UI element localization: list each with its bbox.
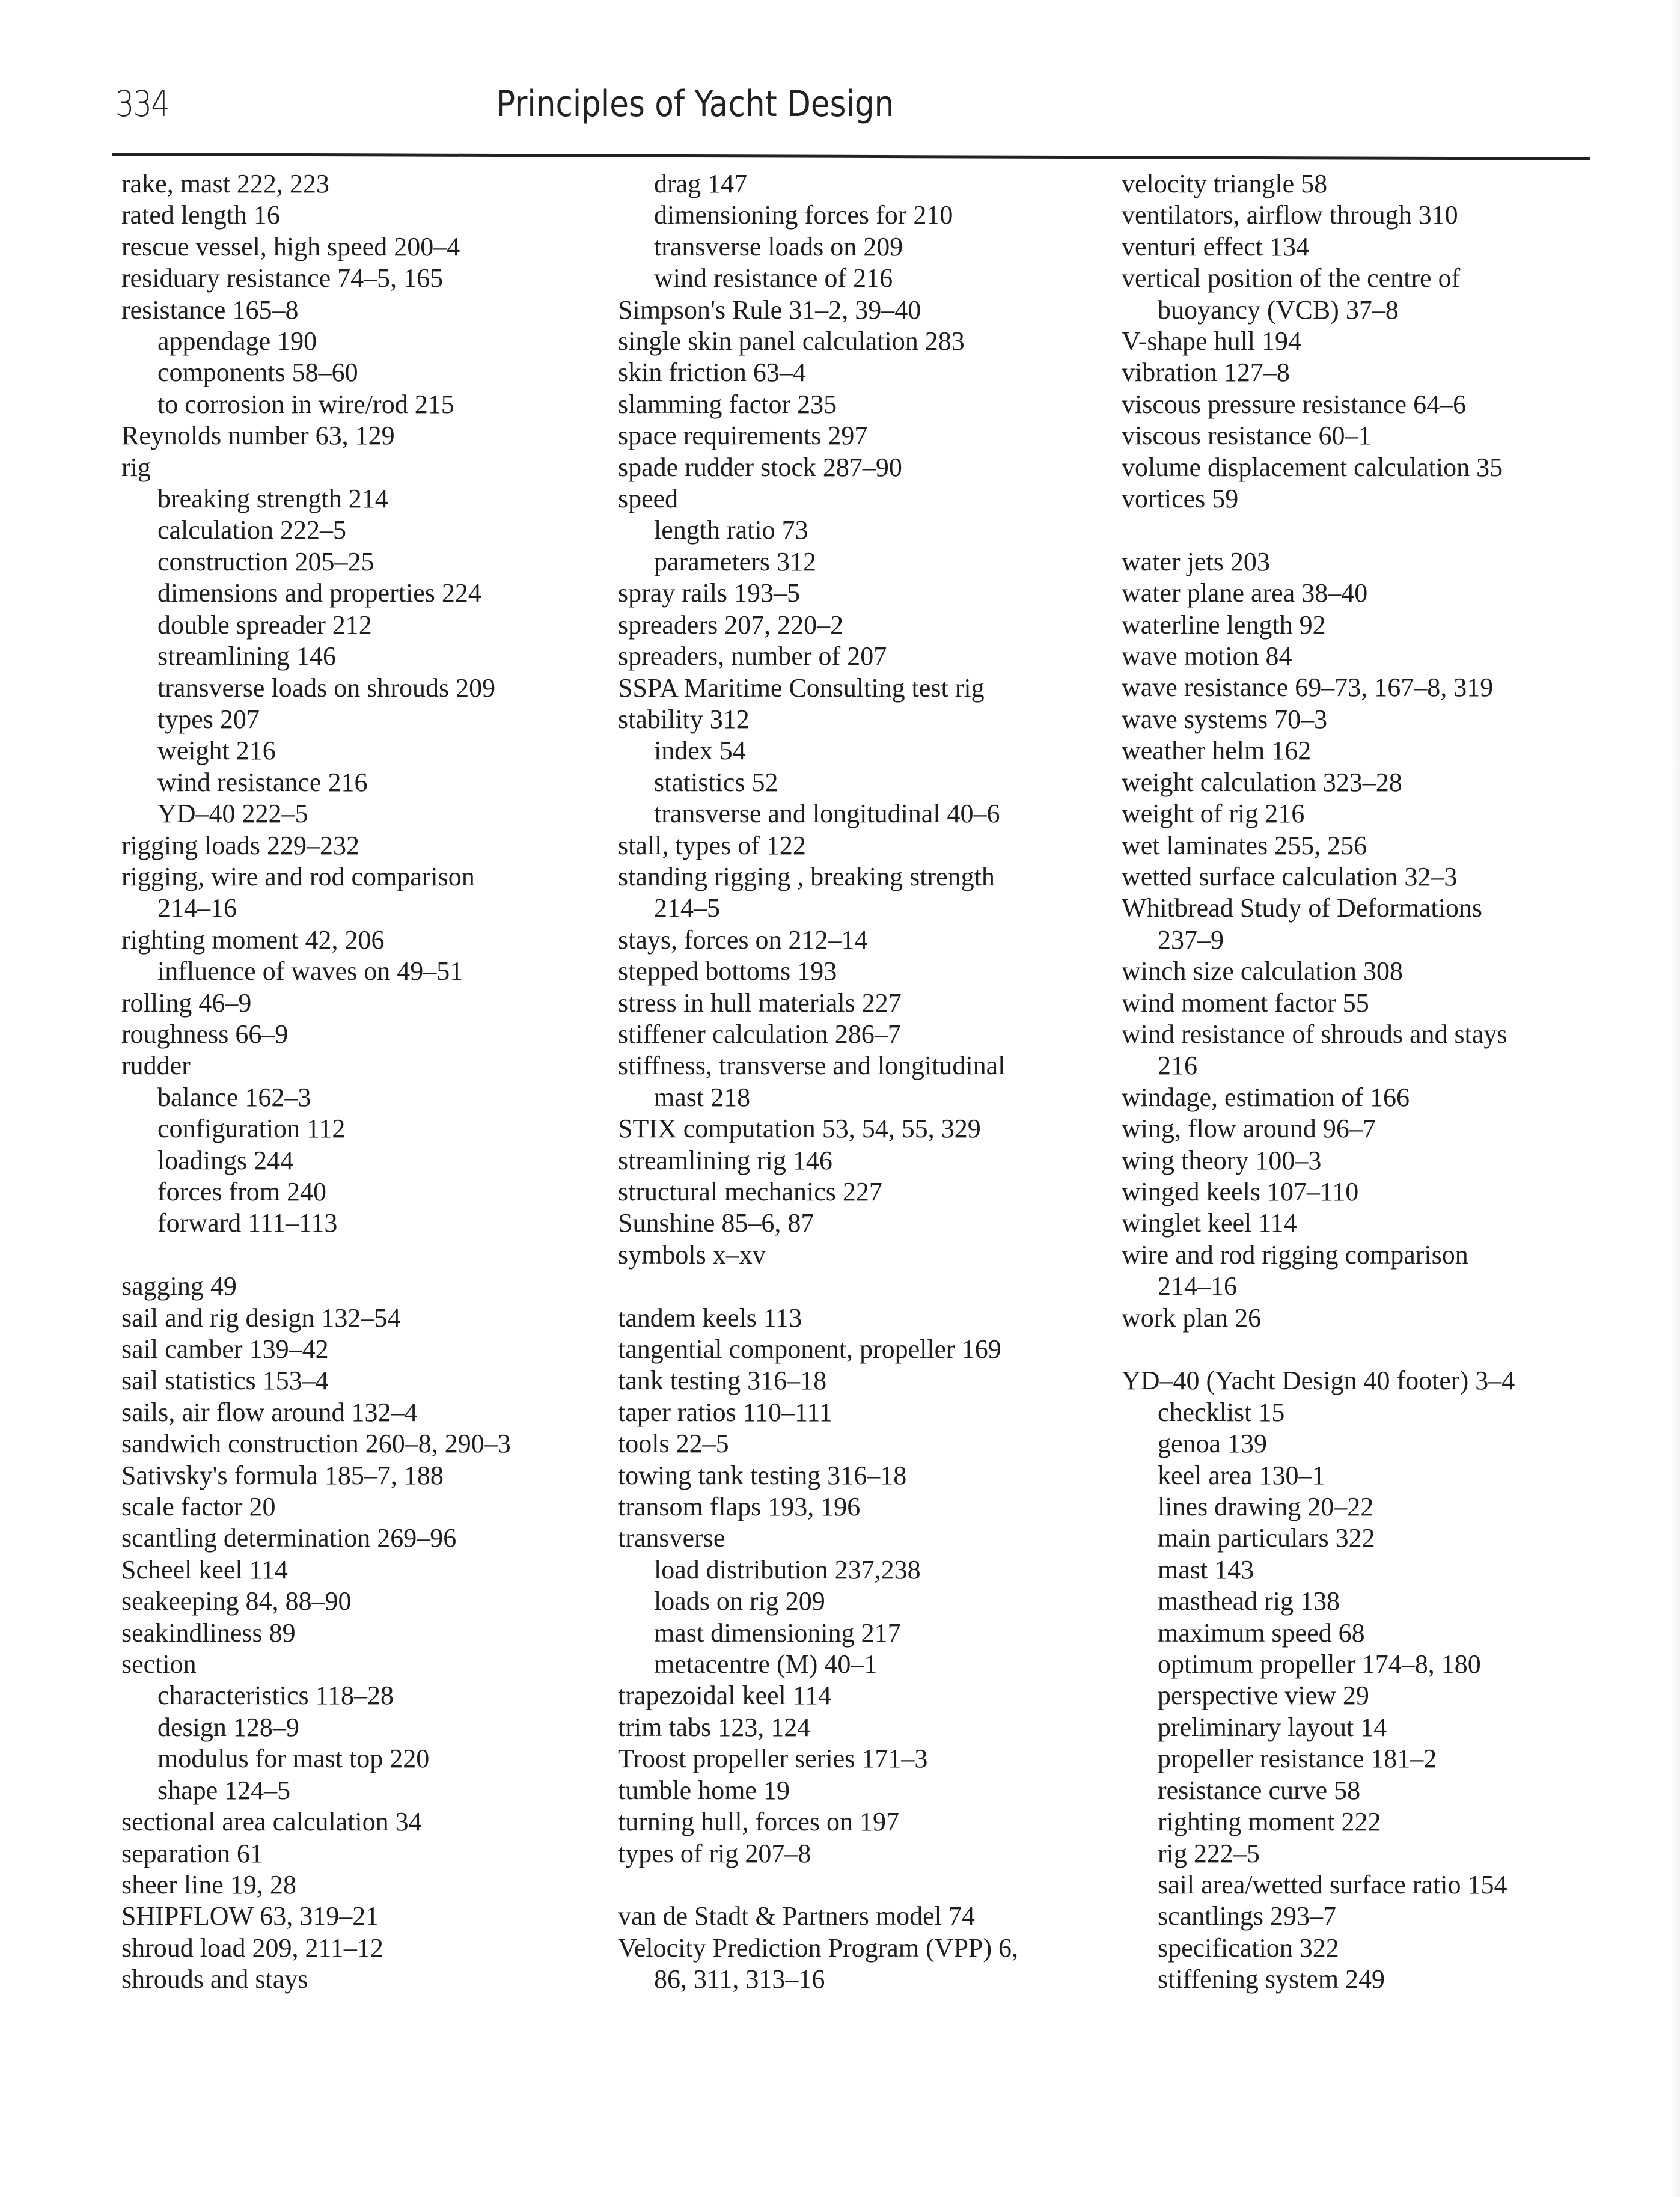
index-entry-continuation: 216 (1158, 1051, 1197, 1081)
index-entry: van de Stadt & Partners model 74 (618, 1901, 975, 1931)
index-entry: stiffener calculation 286–7 (618, 1019, 901, 1049)
index-subentry: forward 111–113 (157, 1208, 338, 1238)
index-subentry: construction 205–25 (157, 546, 374, 576)
index-entry: STIX computation 53, 54, 55, 329 (618, 1114, 981, 1144)
index-entry: single skin panel calculation 283 (618, 326, 965, 356)
index-subentry: genoa 139 (1158, 1429, 1268, 1459)
index-subentry: double spreader 212 (157, 610, 372, 640)
index-entry: wetted surface calculation 32–3 (1122, 861, 1458, 891)
index-subentry: optimum propeller 174–8, 180 (1158, 1649, 1481, 1679)
letter-group-gap (1122, 515, 1639, 546)
index-subentry: lines drawing 20–22 (1158, 1492, 1374, 1522)
index-entry: roughness 66–9 (121, 1019, 289, 1049)
index-entry: rudder (121, 1051, 191, 1081)
index-entry: viscous resistance 60–1 (1122, 421, 1372, 451)
index-entry: spreaders 207, 220–2 (618, 610, 844, 640)
index-entry: weather helm 162 (1122, 736, 1312, 766)
index-subentry: to corrosion in wire/rod 215 (157, 389, 454, 419)
index-entry: spray rails 193–5 (618, 578, 801, 608)
index-entry: slamming factor 235 (618, 389, 837, 419)
index-entry: scantling determination 269–96 (121, 1523, 457, 1553)
index-entry: Troost propeller series 171–3 (618, 1744, 928, 1774)
index-entry: wave motion 84 (1122, 641, 1292, 671)
index-entry: stability 312 (618, 704, 750, 734)
index-entry: rolling 46–9 (121, 988, 252, 1018)
running-title: Principles of Yacht Design (496, 83, 894, 125)
letter-group-gap (1122, 1334, 1639, 1365)
index-subentry: metacentre (M) 40–1 (654, 1649, 878, 1679)
index-entry: wet laminates 255, 256 (1122, 830, 1367, 860)
index-subentry: dimensions and properties 224 (157, 578, 481, 608)
index-entry: venturi effect 134 (1122, 231, 1309, 261)
scan-edge-shadow (1672, 0, 1680, 2197)
index-subentry: keel area 130–1 (1158, 1460, 1325, 1490)
index-entry: rated length 16 (121, 200, 280, 230)
index-subentry: wind resistance 216 (157, 767, 368, 797)
index-entry: space requirements 297 (618, 421, 868, 451)
index-subentry: checklist 15 (1158, 1397, 1285, 1427)
index-entry-continuation: buoyancy (VCB) 37–8 (1158, 295, 1399, 325)
index-entry: vertical position of the centre of (1122, 263, 1461, 293)
index-entry: winglet keel 114 (1122, 1208, 1297, 1238)
index-entry: scale factor 20 (121, 1492, 276, 1522)
index-subentry: transverse loads on 209 (654, 231, 903, 261)
index-entry: wave systems 70–3 (1122, 704, 1328, 734)
index-entry: wing theory 100–3 (1122, 1145, 1322, 1175)
index-column-3 (1122, 168, 1639, 1996)
index-entry-continuation: 214–16 (157, 893, 237, 923)
index-subentry: mast 143 (1158, 1554, 1254, 1584)
index-entry: seakeeping 84, 88–90 (121, 1586, 352, 1616)
index-entry: stiffness, transverse and longitudinal (618, 1051, 1006, 1081)
index-entry: spade rudder stock 287–90 (618, 452, 902, 482)
index-subentry: propeller resistance 181–2 (1158, 1744, 1437, 1774)
letter-group-gap (618, 1869, 1111, 1901)
index-entry: sail camber 139–42 (121, 1334, 329, 1364)
index-subentry: righting moment 222 (1158, 1807, 1381, 1837)
index-entry: righting moment 42, 206 (121, 924, 385, 955)
index-subentry: influence of waves on 49–51 (157, 956, 463, 986)
index-entry: viscous pressure resistance 64–6 (1122, 389, 1467, 419)
index-entry: SHIPFLOW 63, 319–21 (121, 1901, 379, 1931)
index-entry: transverse (618, 1523, 725, 1553)
index-entry: stall, types of 122 (618, 830, 806, 860)
index-entry: Whitbread Study of Deformations (1122, 893, 1482, 923)
index-entry: wire and rod rigging comparison (1122, 1239, 1468, 1270)
index-subentry: characteristics 118–28 (157, 1681, 394, 1711)
index-entry: transom flaps 193, 196 (618, 1492, 861, 1522)
index-entry: wind moment factor 55 (1122, 988, 1369, 1018)
index-subentry: scantlings 293–7 (1158, 1901, 1336, 1931)
index-subentry: modulus for mast top 220 (157, 1744, 430, 1774)
index-entry: SSPA Maritime Consulting test rig (618, 673, 985, 703)
index-subentry: preliminary layout 14 (1158, 1712, 1387, 1742)
index-subentry: loadings 244 (157, 1145, 294, 1175)
index-entry: separation 61 (121, 1838, 263, 1868)
index-entry: ventilators, airflow through 310 (1122, 200, 1458, 230)
index-entry: standing rigging , breaking strength (618, 861, 995, 891)
index-entry: sectional area calculation 34 (121, 1807, 422, 1837)
index-entry: tools 22–5 (618, 1429, 729, 1459)
index-subentry: transverse and longitudinal 40–6 (654, 799, 1000, 829)
index-entry: seakindliness 89 (121, 1618, 296, 1648)
index-entry-continuation: 86, 311, 313–16 (654, 1964, 825, 1994)
index-entry: turning hull, forces on 197 (618, 1807, 900, 1837)
index-subentry: types 207 (157, 704, 260, 734)
index-entry: wind resistance of shrouds and stays (1122, 1019, 1507, 1049)
index-entry: work plan 26 (1122, 1303, 1262, 1333)
index-subentry: statistics 52 (654, 767, 778, 797)
index-entry: stress in hull materials 227 (618, 988, 902, 1018)
index-entry-continuation: 214–16 (1158, 1271, 1237, 1301)
index-subentry: rig 222–5 (1158, 1838, 1260, 1868)
index-entry: Scheel keel 114 (121, 1554, 288, 1584)
index-entry: resistance 165–8 (121, 295, 299, 325)
index-subentry: maximum speed 68 (1158, 1618, 1365, 1648)
index-entry: winch size calculation 308 (1122, 956, 1403, 986)
index-entry: skin friction 63–4 (618, 358, 806, 388)
index-entry: rig (121, 452, 151, 482)
index-entry: speed (618, 484, 679, 514)
index-subentry: resistance curve 58 (1158, 1775, 1361, 1805)
index-entry: sheer line 19, 28 (121, 1869, 296, 1899)
index-entry: spreaders, number of 207 (618, 641, 887, 671)
index-entry-continuation: 214–5 (654, 893, 720, 923)
index-subentry: appendage 190 (157, 326, 317, 356)
index-entry: Sunshine 85–6, 87 (618, 1208, 814, 1238)
index-entry: volume displacement calculation 35 (1122, 452, 1503, 482)
index-entry: weight of rig 216 (1122, 799, 1305, 829)
index-subentry: length ratio 73 (654, 515, 808, 545)
index-subentry: design 128–9 (157, 1712, 299, 1742)
index-subentry: parameters 312 (654, 546, 816, 576)
index-entry: residuary resistance 74–5, 165 (121, 263, 444, 293)
index-subentry: index 54 (654, 736, 746, 766)
index-entry-continuation: 237–9 (1158, 924, 1224, 955)
index-entry: Reynolds number 63, 129 (121, 421, 395, 451)
index-subentry: configuration 112 (157, 1114, 346, 1144)
index-entry: rigging loads 229–232 (121, 830, 359, 860)
index-entry: water jets 203 (1122, 546, 1270, 576)
index-entry: shroud load 209, 211–12 (121, 1933, 383, 1963)
letter-group-gap (618, 1271, 1111, 1302)
index-subentry: perspective view 29 (1158, 1681, 1369, 1711)
index-subentry: dimensioning forces for 210 (654, 200, 953, 230)
index-entry: rake, mast 222, 223 (121, 169, 329, 198)
index-entry: shrouds and stays (121, 1964, 308, 1994)
index-entry: sagging 49 (121, 1271, 237, 1301)
index-entry: vortices 59 (1122, 484, 1239, 514)
index-entry: sail statistics 153–4 (121, 1366, 329, 1396)
index-entry: rescue vessel, high speed 200–4 (121, 231, 460, 261)
index-entry: Velocity Prediction Program (VPP) 6, (618, 1933, 1019, 1963)
index-subentry: drag 147 (654, 169, 748, 198)
index-entry: winged keels 107–110 (1122, 1176, 1359, 1206)
index-subentry: loads on rig 209 (654, 1586, 825, 1616)
index-entry: tank testing 316–18 (618, 1366, 827, 1396)
index-entry: structural mechanics 227 (618, 1177, 882, 1206)
index-entry: windage, estimation of 166 (1122, 1082, 1410, 1112)
index-subentry: forces from 240 (157, 1177, 327, 1206)
index-entry: tangential component, propeller 169 (618, 1334, 1001, 1364)
index-entry: streamlining rig 146 (618, 1145, 832, 1175)
index-entry: towing tank testing 316–18 (618, 1460, 907, 1490)
index-entry: tumble home 19 (618, 1775, 790, 1805)
index-subentry: streamlining 146 (157, 641, 336, 671)
index-entry: sail and rig design 132–54 (121, 1303, 401, 1333)
index-column-2 (618, 168, 1111, 1996)
index-subentry: YD–40 222–5 (157, 799, 308, 829)
page-number: 334 (115, 83, 169, 125)
index-subentry: calculation 222–5 (157, 515, 347, 545)
index-subentry: stiffening system 249 (1158, 1964, 1385, 1994)
index-entry: velocity triangle 58 (1122, 169, 1328, 198)
index-entry: trapezoidal keel 114 (618, 1681, 832, 1711)
index-entry: stepped bottoms 193 (618, 956, 837, 986)
index-subentry: weight 216 (157, 736, 276, 766)
index-entry: Simpson's Rule 31–2, 39–40 (618, 295, 921, 325)
index-entry: symbols x–xv (618, 1239, 766, 1270)
index-entry: rigging, wire and rod comparison (121, 861, 475, 891)
index-entry: stays, forces on 212–14 (618, 924, 868, 955)
index-subentry: breaking strength 214 (157, 484, 388, 514)
index-entry-continuation: mast 218 (654, 1082, 751, 1112)
index-entry: weight calculation 323–28 (1122, 767, 1402, 797)
index-subentry: components 58–60 (157, 358, 358, 388)
letter-group-gap (121, 1239, 602, 1271)
index-entry: vibration 127–8 (1122, 358, 1290, 388)
index-entry: Sativsky's formula 185–7, 188 (121, 1460, 444, 1490)
index-entry: taper ratios 110–111 (618, 1397, 832, 1427)
index-subentry: wind resistance of 216 (654, 263, 893, 293)
index-entry: tandem keels 113 (618, 1303, 802, 1333)
index-entry: YD–40 (Yacht Design 40 footer) 3–4 (1122, 1366, 1515, 1396)
index-entry: sandwich construction 260–8, 290–3 (121, 1429, 511, 1459)
index-entry: sails, air flow around 132–4 (121, 1397, 418, 1427)
index-entry: waterline length 92 (1122, 610, 1326, 640)
index-entry: wing, flow around 96–7 (1122, 1114, 1376, 1144)
index-entry: section (121, 1649, 197, 1679)
page-header (0, 0, 1680, 156)
index-subentry: load distribution 237,238 (654, 1554, 921, 1584)
index-entry: water plane area 38–40 (1122, 578, 1368, 608)
index-subentry: mast dimensioning 217 (654, 1618, 901, 1648)
index-entry: types of rig 207–8 (618, 1838, 811, 1868)
header-rule (112, 153, 1590, 160)
index-subentry: specification 322 (1158, 1933, 1339, 1963)
index-subentry: shape 124–5 (157, 1775, 291, 1805)
index-subentry: sail area/wetted surface ratio 154 (1158, 1869, 1507, 1899)
index-entry: V-shape hull 194 (1122, 326, 1302, 356)
index-subentry: main particulars 322 (1158, 1523, 1375, 1553)
index-subentry: balance 162–3 (157, 1082, 311, 1112)
index-column-1 (121, 168, 602, 1996)
index-entry: trim tabs 123, 124 (618, 1712, 811, 1742)
index-entry: wave resistance 69–73, 167–8, 319 (1122, 673, 1494, 703)
index-subentry: transverse loads on shrouds 209 (157, 673, 496, 703)
index-subentry: masthead rig 138 (1158, 1586, 1340, 1616)
